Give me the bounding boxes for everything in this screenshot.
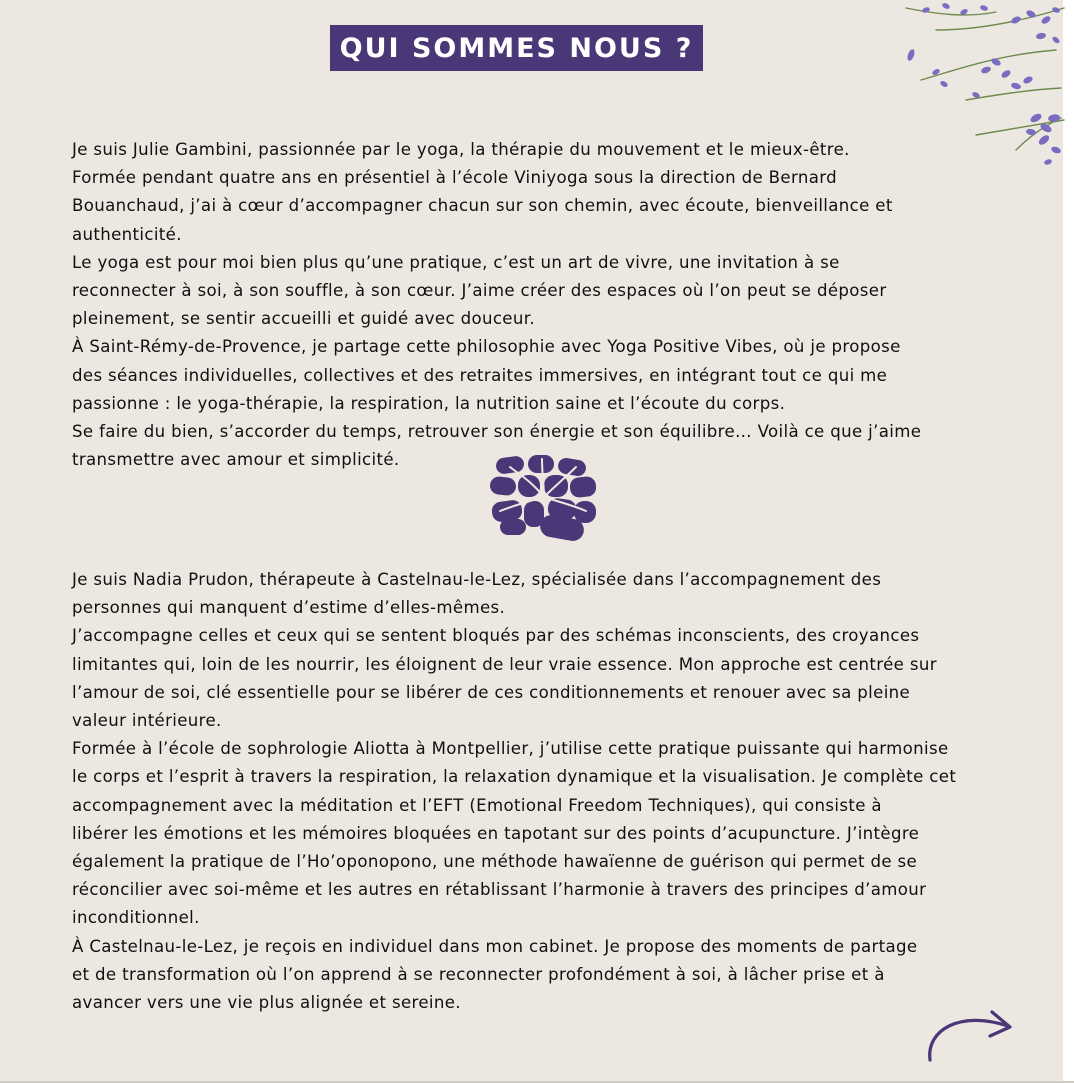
purple-flower-divider-icon — [490, 455, 598, 541]
bio-line: Le yoga est pour moi bien plus qu’une pratique, c’est un art de vivre, une invitation à se — [72, 252, 840, 272]
bio-line: transmettre avec amour et simplicité. — [72, 450, 400, 470]
bio-line: avancer vers une vie plus alignée et sereine. — [72, 993, 461, 1013]
bio-line: Je suis Nadia Prudon, thérapeute à Castelnau-le-Lez, spécialisée dans l’accompagnement des — [72, 570, 882, 589]
bio-line: authenticité. — [72, 224, 182, 244]
bio-line: le corps et l’esprit à travers la respiration, la relaxation dynamique et la visualisation. Je complète cet — [72, 767, 957, 787]
bio-line: limitantes qui, loin de les nourrir, les éloignent de leur vraie essence. Mon approche est centrée sur — [72, 654, 937, 674]
curved-arrow-right-icon[interactable] — [920, 1000, 1020, 1070]
bio-line: pleinement, se sentir accueilli et guidé avec douceur. — [72, 309, 535, 329]
bio-line: À Saint-Rémy-de-Provence, je partage cette philosophie avec Yoga Positive Vibes, où je propose — [72, 337, 901, 357]
bio-line: Formée pendant quatre ans en présentiel à l’école Viniyoga sous la direction de Bernard — [72, 168, 838, 188]
title-banner — [330, 25, 703, 71]
bio-line: des séances individuelles, collectives et des retraites immersives, en intégrant tout ce qui me — [72, 365, 888, 385]
bio-line: valeur intérieure. — [72, 711, 222, 731]
bio-line: également la pratique de l’Ho’oponopono, une méthode hawaïenne de guérison qui permet de se — [72, 852, 918, 872]
julie-bio — [72, 136, 1047, 474]
bio-line: Se faire du bien, s’accorder du temps, retrouver son énergie et son équilibre… Voilà ce que j’aime — [72, 422, 922, 442]
bio-line: inconditionnel. — [72, 908, 200, 928]
page-title: QUI SOMMES NOUS ? — [339, 32, 694, 64]
bio-line: et de transformation où l’on apprend à se reconnecter profondément à soi, à lâcher prise et à — [72, 964, 885, 984]
bio-line: libérer les émotions et les mémoires bloquées en tapotant sur des points d’acupuncture. J’intègre — [72, 823, 920, 843]
bio-line: réconcilier avec soi-même et les autres en rétablissant l’harmonie à travers des principes d’amour — [72, 880, 927, 900]
bio-line: accompagnement avec la méditation et l’EFT (Emotional Freedom Techniques), qui consiste à — [72, 795, 882, 815]
bio-line: passionne : le yoga-thérapie, la respiration, la nutrition saine et l’écoute du corps. — [72, 393, 786, 413]
bio-line: Formée à l’école de sophrologie Aliotta à Montpellier, j’utilise cette pratique puissante qui harmonise — [72, 739, 949, 759]
nadia-bio — [72, 566, 1047, 1017]
bio-line: l’amour de soi, clé essentielle pour se libérer de ces conditionnements et renouer avec sa pleine — [72, 682, 911, 702]
bio-line: personnes qui manquent d’estime d’elles-mêmes. — [72, 598, 506, 618]
bio-line: À Castelnau-le-Lez, je reçois en individuel dans mon cabinet. Je propose des moments de partage — [72, 936, 918, 956]
bio-line: Je suis Julie Gambini, passionnée par le yoga, la thérapie du mouvement et le mieux-être. — [72, 140, 850, 159]
bio-line: Bouanchaud, j’ai à cœur d’accompagner chacun sur son chemin, avec écoute, bienveillance et — [72, 196, 893, 216]
bio-line: J’accompagne celles et ceux qui se sentent bloqués par des schémas inconscients, des croyances — [72, 626, 920, 646]
bio-line: reconnecter à soi, à son souffle, à son cœur. J’aime créer des espaces où l’on peut se déposer — [72, 281, 887, 301]
